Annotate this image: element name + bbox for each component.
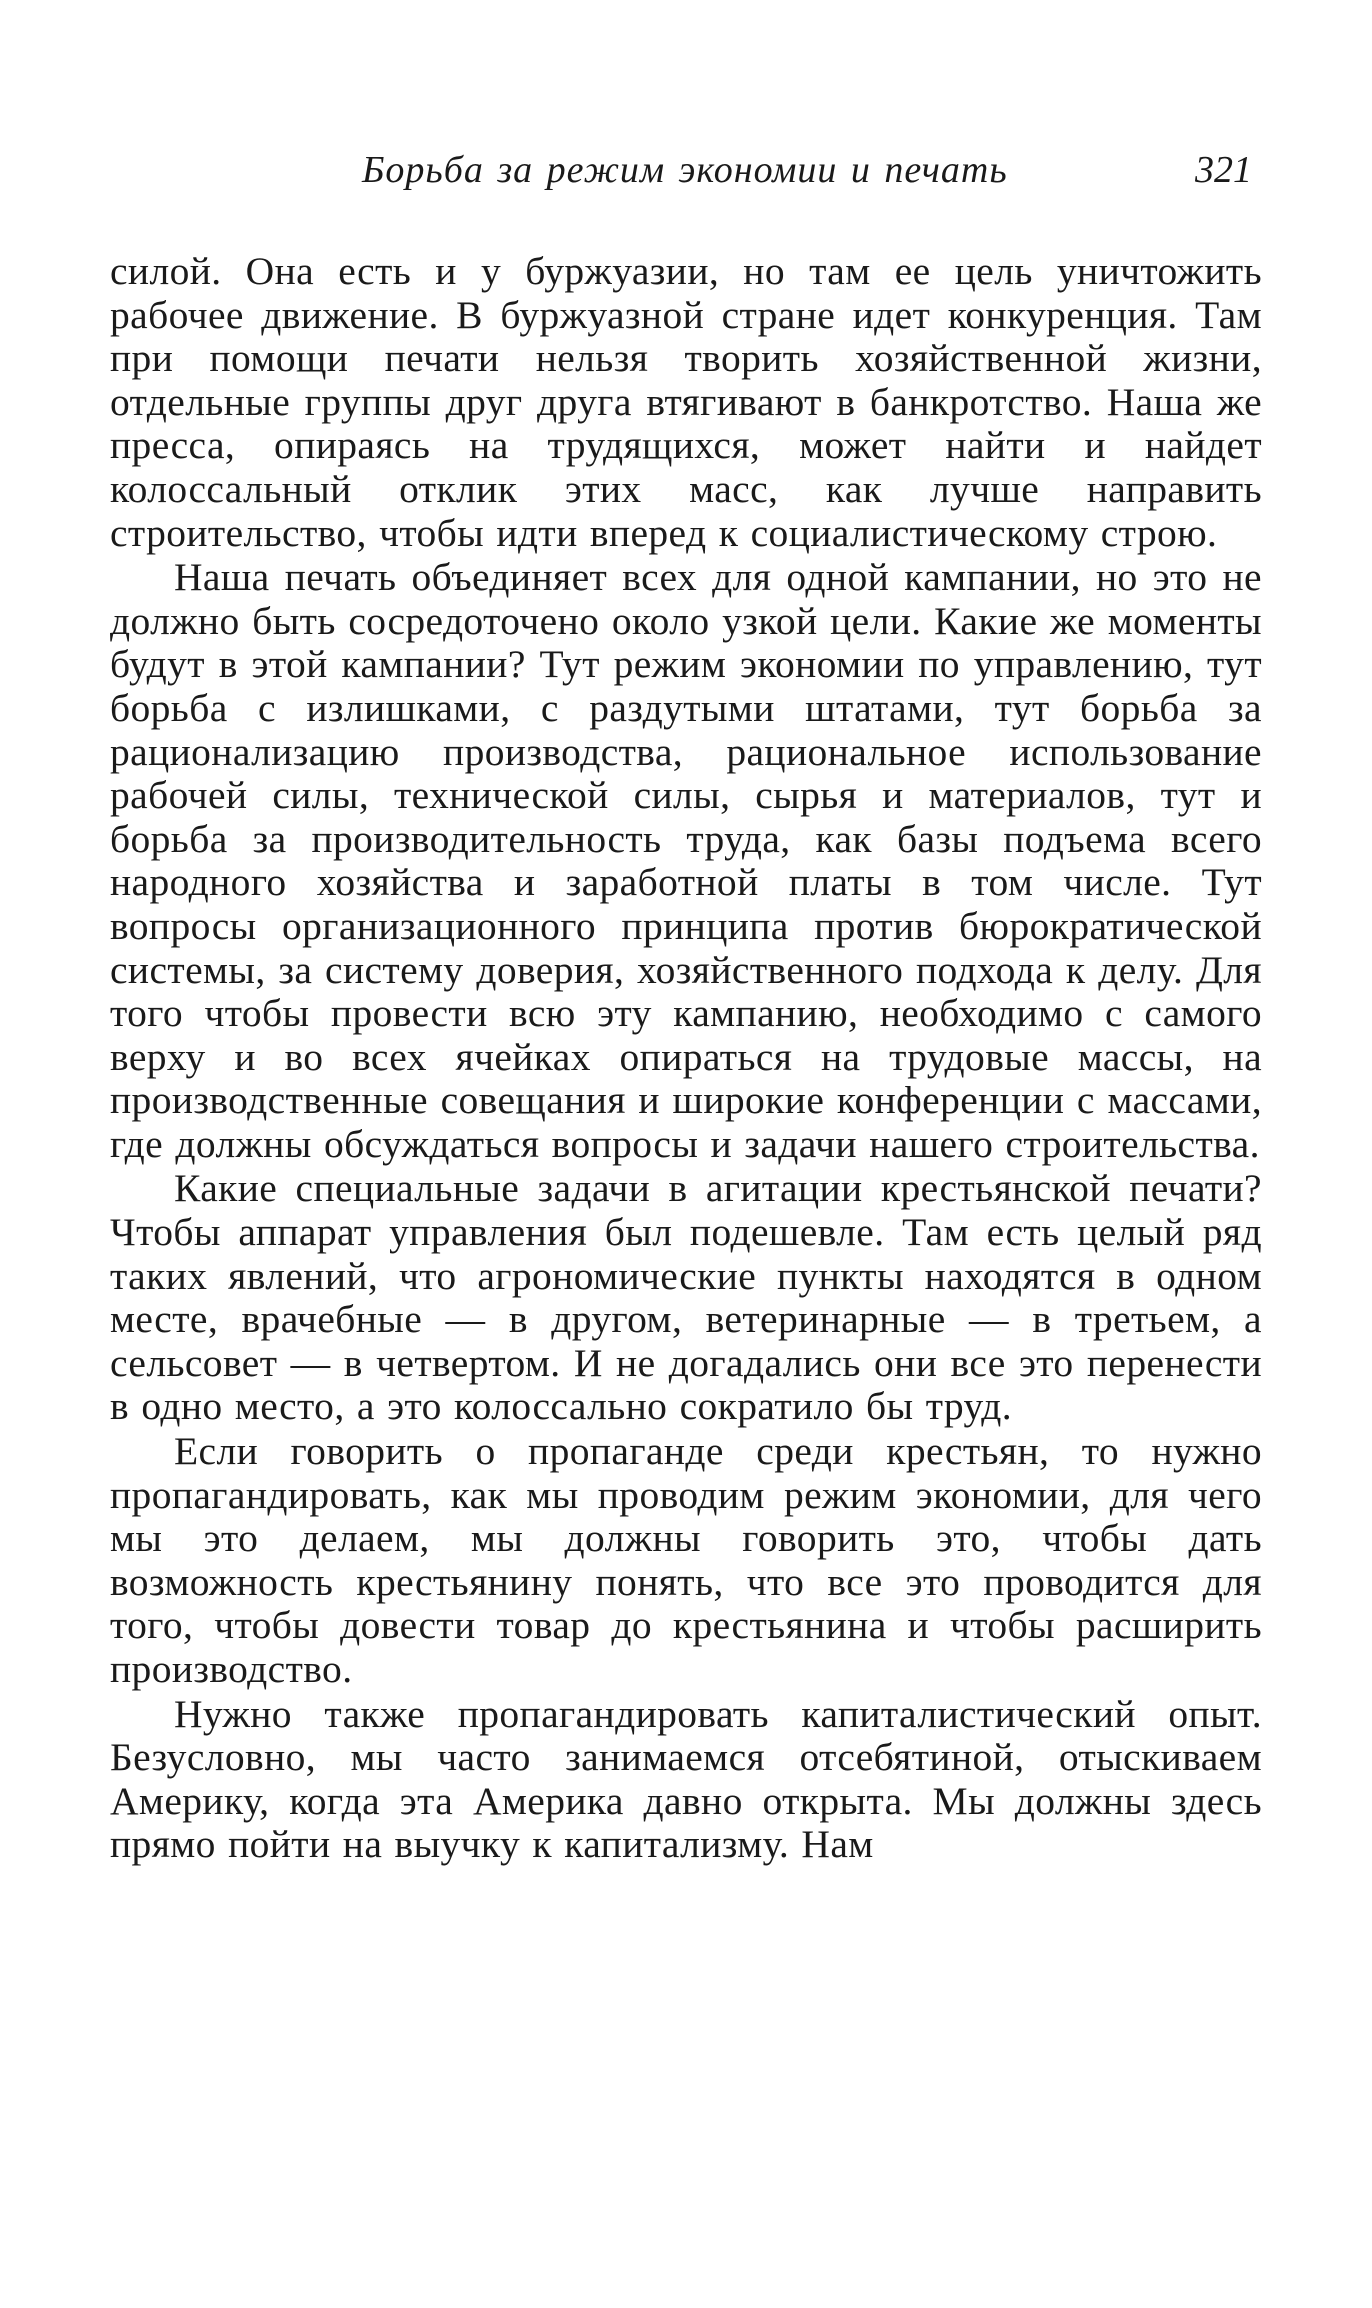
paragraph-capitalist-experience: Нужно также пропагандировать капиталистический опыт. Безусловно, мы часто занимаемся отсебятиной, отыскиваем Америку, когда эта Америка давно открыта. Мы должны здесь прямо пойти на выучку к капитализму. Нам — [110, 1691, 1262, 1867]
paragraph-continuation: силой. Она есть и у буржуазии, но там ее цель уничтожить рабочее движение. В буржуазной стране идет конкуренция. Там при помощи печати нельзя творить хозяйственной жизни, отдельные группы друг друга втягивают в банкротство. Наша же пресса, опираясь на трудящихся, может найти и найдет колоссальный отклик этих масс, как лучше направить строительство, чтобы идти вперед к социалистическому строю. — [110, 249, 1262, 555]
paragraph-peasant-press: Какие специальные задачи в агитации крестьянской печати? Чтобы аппарат управления был подешевле. Там есть целый ряд таких явлений, что агрономические пункты находятся в одном месте, врачебные — в другом, ветеринарные — в третьем, а сельсовет — в четвертом. И не догадались они все это перенести в одно место, а это колоссально сократило бы труд. — [110, 1166, 1262, 1429]
paragraph-press-campaign: Наша печать объединяет всех для одной кампании, но это не должно быть сосредоточено около узкой цели. Какие же моменты будут в этой кампании? Тут режим экономии по управлению, тут борьба с излишками, с раздутыми штатами, тут борьба за рационализацию производства, рациональное использование рабочей силы, технической силы, сырья и материалов, тут и борьба за производительность труда, как базы подъема всего народного хозяйства и заработной платы в том числе. Тут вопросы организационного принципа против бюрократической системы, за систему доверия, хозяйственного подхода к делу. Для того чтобы провести всю эту кампанию, необходимо с самого верху и во всех ячейках опираться на трудовые массы, на производственные совещания и широкие конференции с массами, где должны обсуждаться вопросы и задачи нашего строительства. — [110, 555, 1262, 1166]
body-text — [110, 250, 1262, 1867]
page-number: 321 — [1195, 149, 1252, 191]
paragraph-propaganda-peasants: Если говорить о пропаганде среди крестьян, то нужно пропагандировать, как мы проводим режим экономии, для чего мы это делаем, мы должны говорить это, чтобы дать возможность крестьянину понять, что все это проводится для того, чтобы довести товар до крестьянина и чтобы расширить производство. — [110, 1429, 1262, 1691]
running-header — [110, 148, 1262, 208]
running-title: Борьба за режим экономии и печать — [362, 149, 1008, 191]
